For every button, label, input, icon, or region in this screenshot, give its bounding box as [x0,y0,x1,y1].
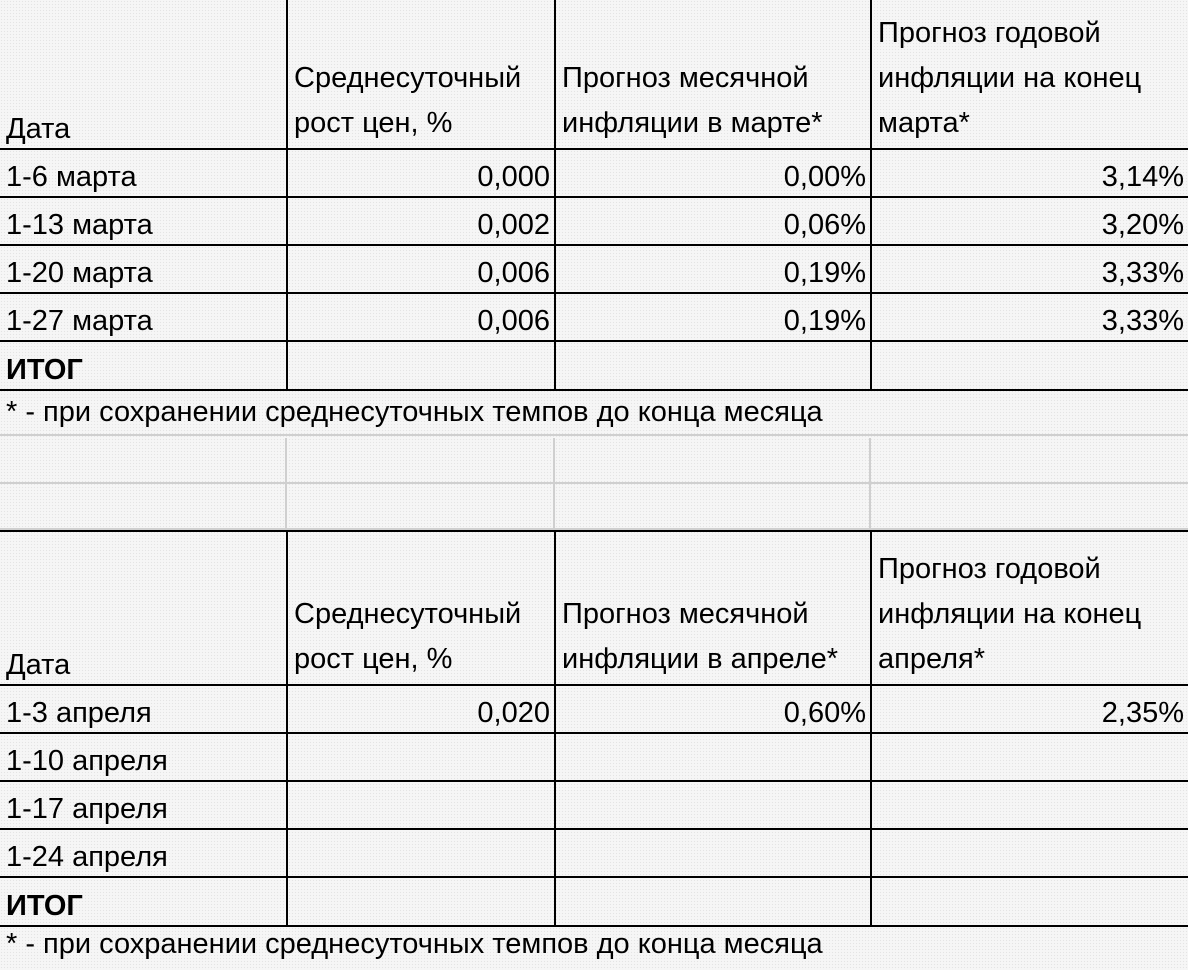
cell-date[interactable]: 1-3 апреля [0,685,287,733]
cell-date[interactable]: 1-17 апреля [0,781,287,829]
table-row [0,149,1188,197]
cell-monthly-forecast[interactable]: 0,00% [555,149,871,197]
cell-annual-forecast[interactable] [871,829,1188,877]
gridline [869,438,871,530]
header-row [0,531,1188,685]
cell-annual-forecast[interactable]: 3,14% [871,149,1188,197]
cell-total-daily-growth[interactable] [287,341,555,390]
cell-monthly-forecast[interactable]: 0,60% [555,685,871,733]
header-date[interactable]: Дата [0,0,287,149]
table-row [0,293,1188,341]
table-row [0,245,1188,293]
gridline [285,438,287,530]
header-date[interactable]: Дата [0,531,287,685]
cell-total-annual-forecast[interactable] [871,877,1188,926]
cell-monthly-forecast[interactable] [555,733,871,781]
cell-daily-growth[interactable] [287,733,555,781]
table-row [0,685,1188,733]
table-row [0,829,1188,877]
cell-annual-forecast[interactable] [871,733,1188,781]
cell-date[interactable]: 1-27 марта [0,293,287,341]
cell-date[interactable]: 1-10 апреля [0,733,287,781]
cell-annual-forecast[interactable]: 3,20% [871,197,1188,245]
cell-total-label[interactable]: ИТОГ [0,341,287,390]
cell-daily-growth[interactable]: 0,020 [287,685,555,733]
cell-monthly-forecast[interactable]: 0,19% [555,293,871,341]
cell-date[interactable]: 1-24 апреля [0,829,287,877]
table-april [0,530,1188,927]
header-annual-forecast[interactable]: Прогноз годовой инфляции на конец марта* [871,0,1188,149]
cell-annual-forecast[interactable] [871,781,1188,829]
empty-row[interactable] [0,438,1188,484]
cell-total-monthly-forecast[interactable] [555,341,871,390]
cell-date[interactable]: 1-13 марта [0,197,287,245]
footnote-march[interactable]: * - при сохранении среднесуточных темпов до конца месяца [0,392,1188,436]
total-row [0,341,1188,390]
header-row [0,0,1188,149]
header-daily-growth[interactable]: Среднесуточный рост цен, % [287,0,555,149]
cell-daily-growth[interactable]: 0,006 [287,293,555,341]
header-annual-forecast[interactable]: Прогноз годовой инфляции на конец апреля* [871,531,1188,685]
cell-daily-growth[interactable] [287,829,555,877]
cell-annual-forecast[interactable]: 3,33% [871,293,1188,341]
cell-total-annual-forecast[interactable] [871,341,1188,390]
cell-annual-forecast[interactable]: 2,35% [871,685,1188,733]
header-monthly-forecast[interactable]: Прогноз месячной инфляции в марте* [555,0,871,149]
table-row [0,733,1188,781]
cell-date[interactable]: 1-20 марта [0,245,287,293]
cell-daily-growth[interactable]: 0,006 [287,245,555,293]
cell-monthly-forecast[interactable] [555,829,871,877]
total-row [0,877,1188,926]
header-daily-growth[interactable]: Среднесуточный рост цен, % [287,531,555,685]
cell-total-label[interactable]: ИТОГ [0,877,287,926]
cell-annual-forecast[interactable]: 3,33% [871,245,1188,293]
gridline [553,438,555,530]
cell-monthly-forecast[interactable]: 0,19% [555,245,871,293]
table-row [0,781,1188,829]
table-row [0,197,1188,245]
cell-monthly-forecast[interactable] [555,781,871,829]
cell-daily-growth[interactable]: 0,000 [287,149,555,197]
cell-total-daily-growth[interactable] [287,877,555,926]
cell-daily-growth[interactable] [287,781,555,829]
header-monthly-forecast[interactable]: Прогноз месячной инфляции в апреле* [555,531,871,685]
cell-monthly-forecast[interactable]: 0,06% [555,197,871,245]
table-march [0,0,1188,391]
cell-total-monthly-forecast[interactable] [555,877,871,926]
cell-date[interactable]: 1-6 марта [0,149,287,197]
cell-daily-growth[interactable]: 0,002 [287,197,555,245]
empty-row[interactable] [0,484,1188,530]
footnote-april[interactable]: * - при сохранении среднесуточных темпов до конца месяца [6,928,823,960]
